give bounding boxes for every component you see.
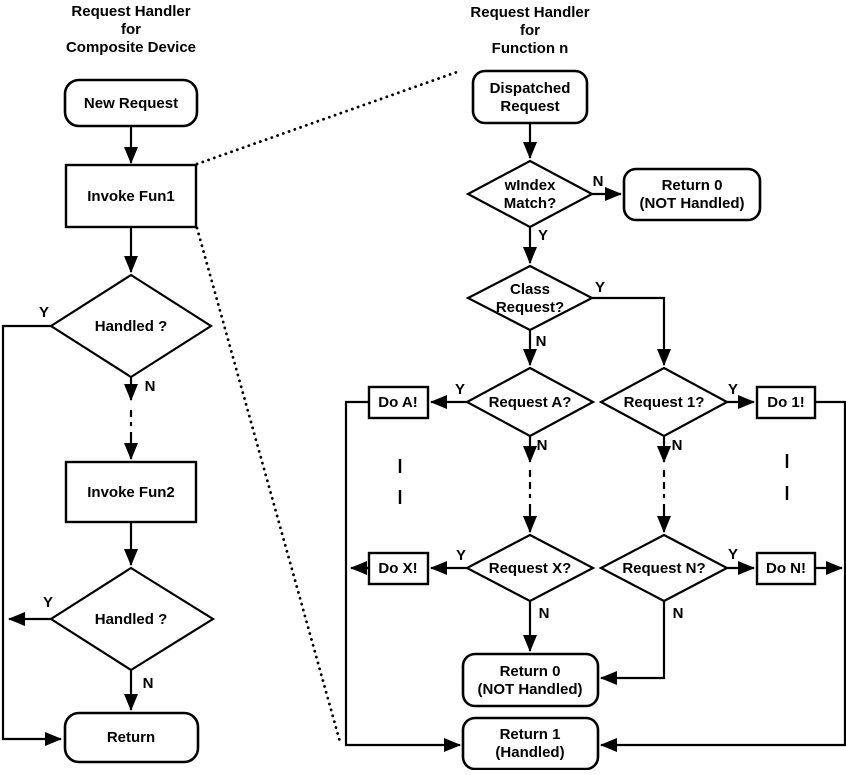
handled1-yes-label: Y xyxy=(38,304,50,321)
class-request-diamond xyxy=(468,266,592,330)
do-n-label: Do N! xyxy=(766,560,806,577)
handled2-yes-label: Y xyxy=(42,594,54,611)
request-1-yes-label: Y xyxy=(727,381,739,398)
return-label: Return xyxy=(106,729,156,746)
edge-class-yes-to-request1 xyxy=(592,298,664,365)
do-x-label: Do X! xyxy=(378,560,418,577)
class-request-label1: Class xyxy=(509,281,551,298)
return0-bottom-label2: (NOT Handled) xyxy=(477,681,583,698)
dispatched-request-box xyxy=(473,71,587,123)
return1-label1: Return 1 xyxy=(499,726,561,743)
request-1-label: Request 1? xyxy=(623,394,705,411)
edge-requestn-no-to-return0 xyxy=(601,601,664,678)
do-a-label: Do A! xyxy=(378,394,418,411)
return0-bottom-label1: Return 0 xyxy=(499,663,561,680)
edge-handled1-yes-to-return xyxy=(3,326,61,739)
handled2-label: Handled ? xyxy=(94,611,168,628)
windex-no-label: N xyxy=(592,173,604,190)
windex-match-label1: wIndex xyxy=(504,177,556,194)
class-request-label2: Request? xyxy=(495,299,565,316)
left-diagram xyxy=(39,3,213,762)
right-diagram-edges xyxy=(346,123,845,745)
windex-yes-label: Y xyxy=(537,227,549,244)
request-n-yes-label: Y xyxy=(727,546,739,563)
request-n-label: Request N? xyxy=(622,560,706,577)
left-title-line2: for xyxy=(121,21,141,38)
request-x-no-label: N xyxy=(538,605,550,622)
zoom-connector-bottom xyxy=(197,228,340,742)
return1-label2: (Handled) xyxy=(495,744,565,761)
handled2-no-label: N xyxy=(142,675,154,692)
left-title-line1: Request Handler xyxy=(71,3,191,20)
invoke-fun2-label: Invoke Fun2 xyxy=(87,484,175,501)
right-title-line1: Request Handler xyxy=(470,4,590,21)
dispatched-request-label1: Dispatched xyxy=(489,80,571,97)
windex-match-diamond xyxy=(468,161,592,227)
handled1-no-label: N xyxy=(144,378,156,395)
handled1-label: Handled ? xyxy=(94,318,168,335)
new-request-label: New Request xyxy=(83,95,179,112)
return0-bottom-box xyxy=(463,654,598,706)
request-n-no-label: N xyxy=(672,605,684,622)
invoke-fun1-label: Invoke Fun1 xyxy=(87,188,175,205)
left-title-line3: Composite Device xyxy=(65,39,197,56)
right-title-line3: Function n xyxy=(491,40,569,57)
request-a-label: Request A? xyxy=(488,394,572,411)
class-no-label: N xyxy=(535,333,547,350)
request-1-no-label: N xyxy=(671,437,683,454)
request-a-no-label: N xyxy=(536,437,548,454)
request-x-label: Request X? xyxy=(488,560,572,577)
right-diagram xyxy=(369,4,815,769)
return0-top-label1: Return 0 xyxy=(661,177,723,194)
dispatched-request-label2: Request xyxy=(500,98,560,115)
return0-top-label2: (NOT Handled) xyxy=(639,195,745,212)
right-title-line2: for xyxy=(520,22,540,39)
request-a-yes-label: Y xyxy=(454,381,466,398)
class-yes-label: Y xyxy=(594,279,606,296)
zoom-connector-top xyxy=(197,72,457,164)
do-1-label: Do 1! xyxy=(767,394,805,411)
request-x-yes-label: Y xyxy=(455,547,467,564)
windex-match-label2: Match? xyxy=(503,195,557,212)
